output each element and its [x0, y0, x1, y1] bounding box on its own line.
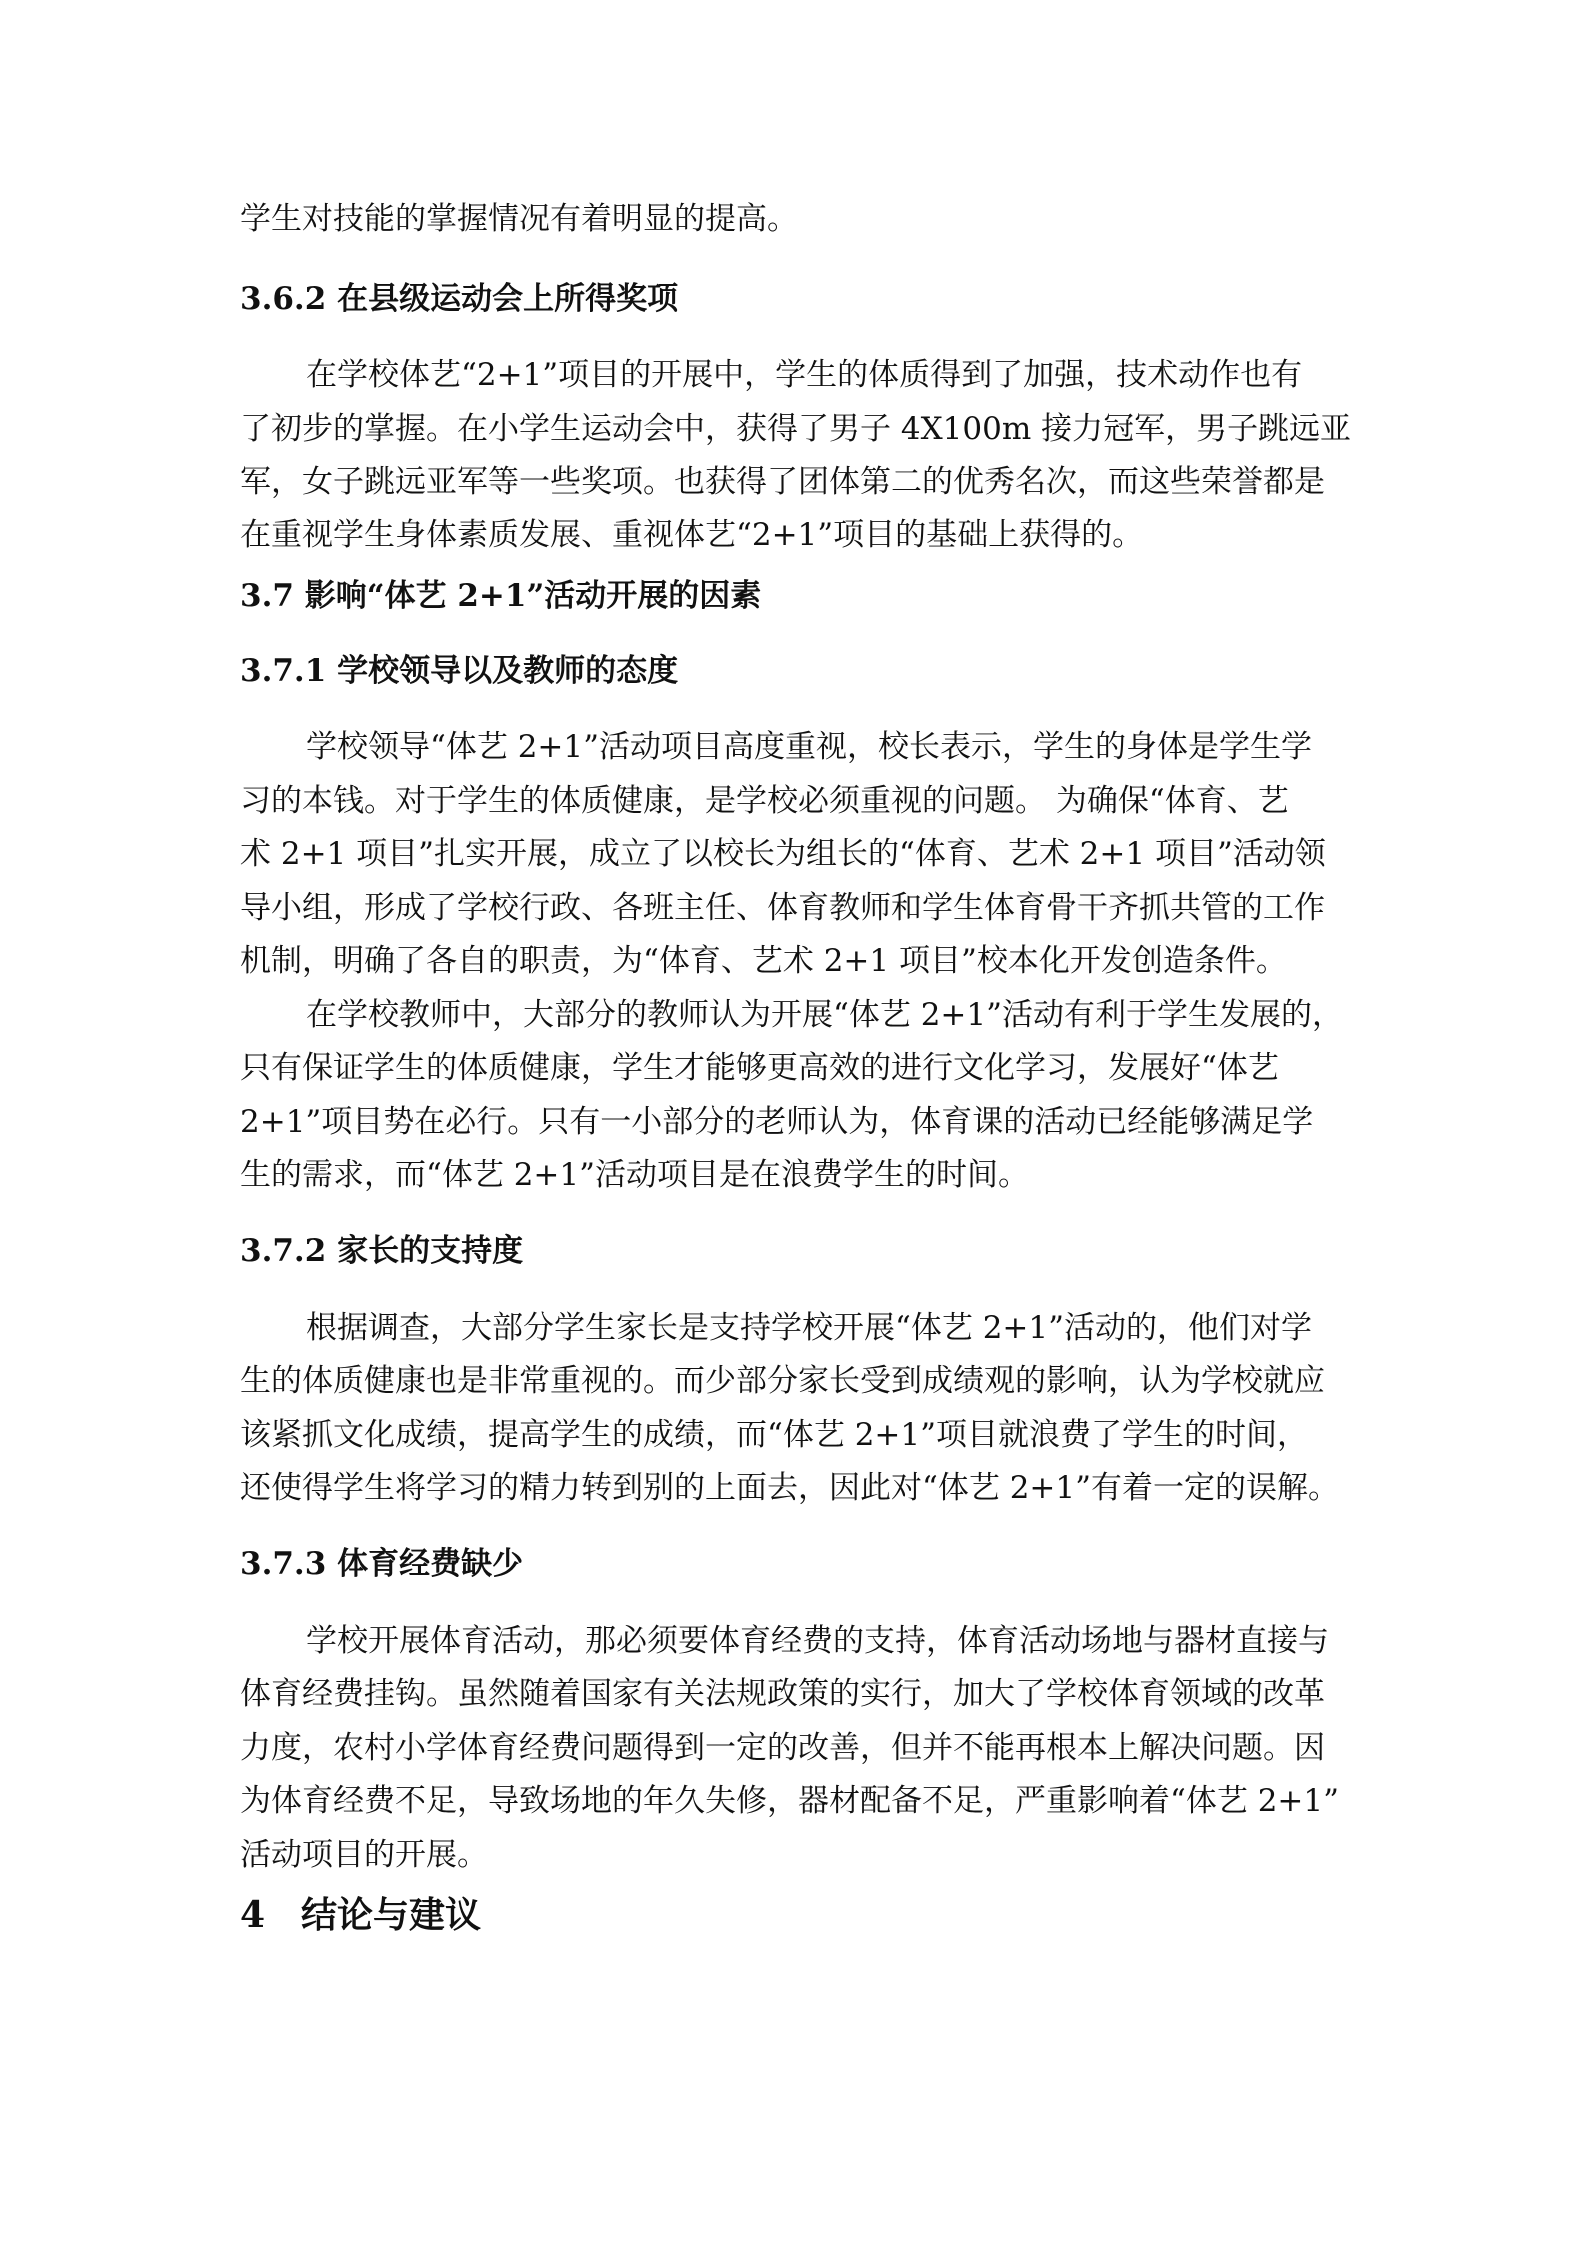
paragraph-line: 学生对技能的掌握情况有着明显的提高。	[240, 201, 798, 237]
section-heading-3-7-1: 3.7.1 学校领导以及教师的态度	[240, 653, 679, 689]
paragraph-line: 体育经费挂钩。虽然随着国家有关法规政策的实行，加大了学校体育领域的改革	[240, 1676, 1325, 1712]
paragraph-line: 生的需求，而“体艺 2+1”活动项目是在浪费学生的时间。	[240, 1157, 1029, 1193]
paragraph-line: 在重视学生身体素质发展、重视体艺“2+1”项目的基础上获得的。	[240, 517, 1144, 553]
paragraph-line: 在学校教师中，大部分的教师认为开展“体艺 2+1”活动有利于学生发展的，	[306, 997, 1343, 1033]
section-heading-3-6-2: 3.6.2 在县级运动会上所得奖项	[240, 281, 679, 317]
paragraph-line: 活动项目的开展。	[240, 1837, 488, 1873]
paragraph-line: 生的体质健康也是非常重视的。而少部分家长受到成绩观的影响，认为学校就应	[240, 1363, 1325, 1399]
paragraph-line: 机制，明确了各自的职责，为“体育、艺术 2+1 项目”校本化开发创造条件。	[240, 943, 1287, 979]
section-heading-3-7-2: 3.7.2 家长的支持度	[240, 1233, 524, 1269]
paragraph-line: 该紧抓文化成绩，提高学生的成绩，而“体艺 2+1”项目就浪费了学生的时间，	[240, 1417, 1308, 1453]
chapter-heading-4: 4 结论与建议	[240, 1894, 482, 1936]
paragraph-line: 学校开展体育活动，那必须要体育经费的支持，体育活动场地与器材直接与	[306, 1623, 1329, 1659]
paragraph-line: 了初步的掌握。在小学生运动会中，获得了男子 4X100m 接力冠军，男子跳远亚	[240, 411, 1352, 447]
paragraph-line: 习的本钱。对于学生的体质健康，是学校必须重视的问题。 为确保“体育、艺	[240, 783, 1289, 819]
section-heading-3-7-3: 3.7.3 体育经费缺少	[240, 1546, 524, 1582]
paragraph-line: 只有保证学生的体质健康，学生才能够更高效的进行文化学习，发展好“体艺	[240, 1050, 1279, 1086]
paragraph-line: 术 2+1 项目”扎实开展，成立了以校长为组长的“体育、艺术 2+1 项目”活动领	[240, 836, 1326, 872]
paragraph-line: 导小组，形成了学校行政、各班主任、体育教师和学生体育骨干齐抓共管的工作	[240, 890, 1325, 926]
paragraph-line: 为体育经费不足，导致场地的年久失修，器材配备不足，严重影响着“体艺 2+1”	[240, 1783, 1339, 1819]
section-heading-3-7: 3.7 影响“体艺 2+1”活动开展的因素	[240, 578, 762, 614]
paragraph-line: 还使得学生将学习的精力转到别的上面去，因此对“体艺 2+1”有着一定的误解。	[240, 1470, 1339, 1506]
paragraph-line: 军，女子跳远亚军等一些奖项。也获得了团体第二的优秀名次，而这些荣誉都是	[240, 464, 1325, 500]
paragraph-line: 2+1”项目势在必行。只有一小部分的老师认为，体育课的活动已经能够满足学	[240, 1104, 1314, 1140]
paragraph-line: 学校领导“体艺 2+1”活动项目高度重视，校长表示，学生的身体是学生学	[306, 729, 1312, 765]
paragraph-line: 在学校体艺“2+1”项目的开展中，学生的体质得到了加强，技术动作也有	[306, 357, 1303, 393]
paragraph-line: 根据调查，大部分学生家长是支持学校开展“体艺 2+1”活动的，他们对学	[306, 1310, 1312, 1346]
paragraph-line: 力度，农村小学体育经费问题得到一定的改善，但并不能再根本上解决问题。因	[240, 1730, 1325, 1766]
